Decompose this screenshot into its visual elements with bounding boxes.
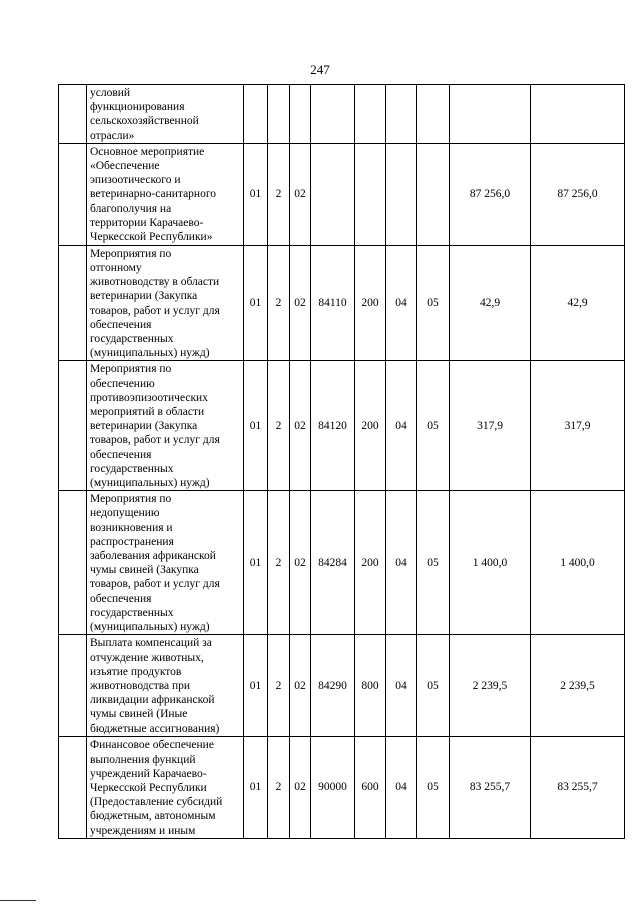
table-row [59,85,625,144]
table-row [59,143,625,245]
code-cell: 2 [268,361,290,491]
code-cell: 05 [417,635,450,737]
code-cell: 05 [417,245,450,361]
amount-cell: 87 256,0 [531,143,625,245]
amount-cell: 2 239,5 [450,635,531,737]
budget-table [58,84,625,839]
code-cell: 05 [417,361,450,491]
code-cell [355,143,386,245]
table-row [59,491,625,635]
amount-cell: 317,9 [450,361,531,491]
code-cell: 05 [417,491,450,635]
row-blank-cell [59,635,87,737]
code-cell [417,85,450,144]
code-cell [244,85,268,144]
code-cell [386,85,417,144]
code-cell: 84290 [311,635,355,737]
code-cell [386,143,417,245]
row-name-cell: Мероприятия по отгонному животноводству в области ветеринарии (Закупка товаров, работ и услуг для обеспечения государственных (муниципальных) нужд) [87,245,244,361]
code-cell [311,85,355,144]
amount-cell: 42,9 [531,245,625,361]
amount-cell: 87 256,0 [450,143,531,245]
table-row [59,245,625,361]
page-number: 247 [310,62,330,77]
code-cell: 200 [355,245,386,361]
code-cell: 2 [268,245,290,361]
row-blank-cell [59,143,87,245]
code-cell: 2 [268,143,290,245]
code-cell: 04 [386,245,417,361]
code-cell: 01 [244,635,268,737]
code-cell: 04 [386,737,417,838]
code-cell: 04 [386,635,417,737]
table-row [59,635,625,737]
row-name-cell: Основное мероприятие «Обеспечение эпизоотического и ветеринарно-санитарного благополучия на территории Карачаево- Черкесской Республики» [87,143,244,245]
page-edge-mark [0,900,36,901]
code-cell: 01 [244,245,268,361]
code-cell: 02 [290,491,311,635]
table-row [59,737,625,838]
row-blank-cell [59,245,87,361]
row-blank-cell [59,491,87,635]
row-blank-cell [59,361,87,491]
code-cell: 01 [244,737,268,838]
code-cell [268,85,290,144]
code-cell: 84110 [311,245,355,361]
code-cell: 200 [355,361,386,491]
code-cell: 600 [355,737,386,838]
code-cell [290,85,311,144]
code-cell [311,143,355,245]
amount-cell: 1 400,0 [450,491,531,635]
row-blank-cell [59,737,87,838]
code-cell: 84120 [311,361,355,491]
code-cell [417,143,450,245]
code-cell: 90000 [311,737,355,838]
code-cell: 800 [355,635,386,737]
code-cell: 05 [417,737,450,838]
row-name-cell: Финансовое обеспечение выполнения функций учреждений Карачаево- Черкесской Республики (Предоставление субсидий бюджетным, автономным учреждениям и иным [87,737,244,838]
row-blank-cell [59,85,87,144]
code-cell: 01 [244,361,268,491]
code-cell: 02 [290,635,311,737]
code-cell: 2 [268,491,290,635]
amount-cell: 83 255,7 [450,737,531,838]
amount-cell [450,85,531,144]
code-cell: 2 [268,737,290,838]
amount-cell: 2 239,5 [531,635,625,737]
code-cell: 02 [290,361,311,491]
code-cell: 2 [268,635,290,737]
row-name-cell: Мероприятия по обеспечению противоэпизоотических мероприятий в области ветеринарии (Закупка товаров, работ и услуг для обеспечения государственных (муниципальных) нужд) [87,361,244,491]
code-cell: 84284 [311,491,355,635]
code-cell: 02 [290,737,311,838]
amount-cell: 1 400,0 [531,491,625,635]
amount-cell [531,85,625,144]
code-cell [355,85,386,144]
code-cell: 200 [355,491,386,635]
amount-cell: 42,9 [450,245,531,361]
code-cell: 04 [386,361,417,491]
row-name-cell: Выплата компенсаций за отчуждение животных, изъятие продуктов животноводства при ликвидации африканской чумы свиней (Иные бюджетные ассигнования) [87,635,244,737]
amount-cell: 317,9 [531,361,625,491]
code-cell: 02 [290,245,311,361]
table-row [59,361,625,491]
code-cell: 02 [290,143,311,245]
row-name-cell: Мероприятия по недопущению возникновения и распространения заболевания африканской чумы свиней (Закупка товаров, работ и услуг для обеспечения государственных (муниципальных) нужд) [87,491,244,635]
code-cell: 04 [386,491,417,635]
code-cell: 01 [244,143,268,245]
amount-cell: 83 255,7 [531,737,625,838]
row-name-cell: условий функционирования сельскохозяйственной отрасли» [87,85,244,144]
code-cell: 01 [244,491,268,635]
